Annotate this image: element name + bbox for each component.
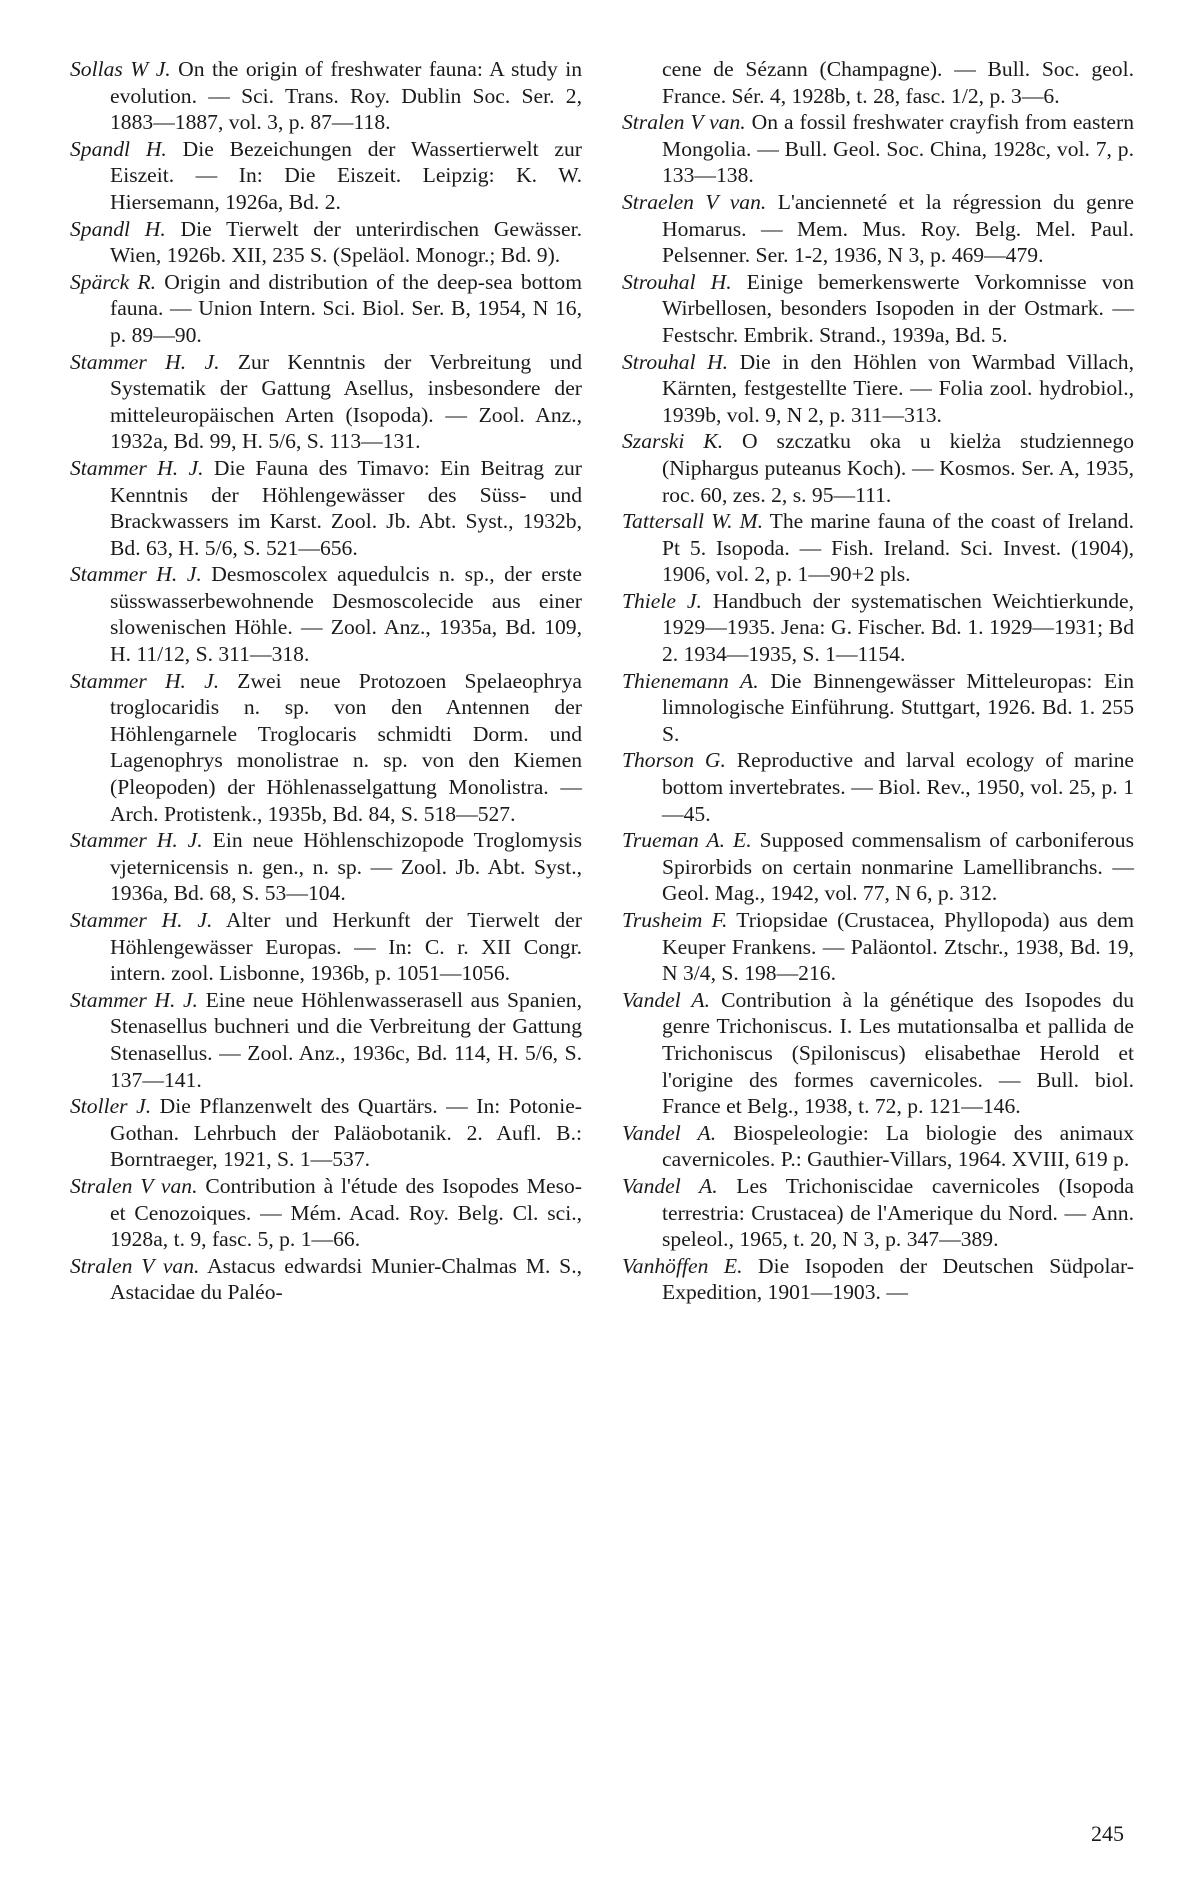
reference-entry [70,827,582,907]
reference-entry [70,1253,582,1306]
reference-entry [622,349,1134,429]
reference-author: Stammer H. J. [70,562,202,587]
reference-author: Spärck R. [70,269,157,294]
reference-text: Eine neue Höhlenwasserasell aus Spanien, Stenasellus buchneri und die Verbreitung der Gattung Stenasellus. — Zool. Anz., 1936c, Bd. 114, H. 5/6, S. 137—141. [110,987,582,1092]
reference-entry [622,827,1134,907]
reference-author: Stoller J. [70,1094,152,1119]
reference-entry [70,216,582,269]
reference-author: Thienemann A. [622,668,759,693]
reference-text: Desmoscolex aquedulcis n. sp., der erste süsswasserbewohnende Desmoscolecide aus einer slowenischen Höhle. — Zool. Anz., 1935a, Bd. 109, H. 11/12, S. 311—318. [110,562,583,667]
reference-text: Biospeleologie: La biologie des animaux cavernicoles. P.: Gauthier-Villars, 1964. XVIII, 619 p. [662,1120,1134,1172]
reference-text: Contribution à la génétique des Isopodes du genre Trichoniscus. I. Les mutationsalba et pallida de Trichoniscus (Spiloniscus) elisabethae Herold et l'origine des formes cavernicoles. — Bull. biol. France et Belg., 1938, t. 72, p. 121—146. [662,987,1134,1119]
reference-author: Vandel A. [622,987,711,1012]
reference-author: Stammer H. J. [70,828,203,853]
reference-author: Stralen V van. [70,1253,200,1278]
reference-author: Strouhal H. [622,269,732,294]
reference-author: Thorson G. [622,748,726,773]
reference-text: Die Binnengewässer Mitteleuropas: Ein limnologische Einführung. Stuttgart, 1926. Bd. 1. 255 S. [662,668,1134,746]
reference-entry [622,269,1134,349]
reference-text: Origin and distribution of the deep-sea bottom fauna. — Union Intern. Sci. Biol. Ser. B, 1954, N 16, p. 89—90. [110,269,583,347]
reference-entry [622,428,1134,508]
reference-entry [70,987,582,1093]
reference-author: Tattersall W. M. [622,509,763,534]
reference-entry [622,189,1134,269]
reference-text: Zwei neue Protozoen Spelaeophrya troglocaridis n. sp. von den Antennen der Höhlengarnele Troglocaris schmidti Dorm. und Lagenophrys monolistrae n. sp. von den Kiemen (Pleopoden) der Höhlenasselgattung Monolistra. — Arch. Protistenk., 1935b, Bd. 84, S. 518—527. [110,668,582,826]
reference-text: The marine fauna of the coast of Ireland. Pt 5. Isopoda. — Fish. Ireland. Sci. Invest. (1904), 1906, vol. 2, p. 1—90+2 pls. [662,509,1134,587]
reference-author: Sollas W J. [70,57,171,81]
reference-entry [622,907,1134,987]
reference-entry [622,588,1134,668]
reference-continuation [622,56,1134,109]
reference-entry [70,455,582,561]
reference-author: Stammer H. J. [70,349,220,374]
reference-entry [70,56,582,136]
reference-text: Zur Kenntnis der Verbreitung und Systematik der Gattung Asellus, insbesondere der mitteleuropäischen Arten (Isopoda). — Zool. Anz., 1932a, Bd. 99, H. 5/6, S. 113—131. [110,349,582,454]
reference-author: Strouhal H. [622,349,729,374]
left-column [70,56,582,1306]
reference-author: Vandel A. [622,1173,718,1198]
reference-entry [622,109,1134,189]
reference-entry [622,747,1134,827]
reference-author: Stammer H. J. [70,987,198,1012]
reference-author: Stammer H. J. [70,455,204,480]
reference-text: Die Bezeichungen der Wassertierwelt zur Eiszeit. — In: Die Eiszeit. Leipzig: K. W. Hiersemann, 1926a, Bd. 2. [110,136,582,214]
reference-entry [70,1173,582,1253]
page-number: 245 [1091,1821,1124,1846]
reference-text: Supposed commensalism of carboniferous Spirorbids on certain nonmarine Lamellibranchs. — Geol. Mag., 1942, vol. 77, N 6, p. 312. [662,828,1134,906]
right-column [622,56,1134,1306]
reference-entry [622,508,1134,588]
reference-author: Trueman A. E. [622,828,752,853]
reference-text: Die Isopoden der Deutschen Südpolar-Expedition, 1901—1903. — [662,1253,1134,1305]
reference-entry [622,1253,1134,1306]
reference-entry [622,1173,1134,1253]
reference-entry [70,349,582,455]
reference-author: Vanhöffen E. [622,1253,743,1278]
reference-entry [622,1120,1134,1173]
reference-text: On a fossil freshwater crayfish from eastern Mongolia. — Bull. Geol. Soc. China, 1928c, vol. 7, p. 133—138. [662,110,1134,188]
reference-author: Straelen V van. [622,189,767,214]
reference-text: cene de Sézann (Champagne). — Bull. Soc. geol. France. Sér. 4, 1928b, t. 28, fasc. 1/2, p. 3—6. [662,57,1134,108]
reference-text: Astacus edwardsi Munier-Chalmas M. S., Astacidae du Paléo- [110,1253,582,1305]
reference-author: Spandl H. [70,136,167,161]
reference-author: Thiele J. [622,588,702,613]
reference-author: Trusheim F. [622,908,728,932]
reference-entry [622,668,1134,748]
reference-author: Vandel A. [622,1120,717,1145]
reference-text: O szczatku oka u kielża studziennego (Niphargus puteanus Koch). — Kosmos. Ser. A, 1935, roc. 60, zes. 2, s. 95—111. [662,429,1134,507]
reference-text: Contribution à l'étude des Isopodes Meso- et Cenozoiques. — Mém. Acad. Roy. Belg. Cl. sci., 1928a, t. 9, fasc. 5, p. 1—66. [110,1173,582,1252]
reference-text: Die Tierwelt der unterirdischen Gewässer. Wien, 1926b. XII, 235 S. (Speläol. Monogr.; Bd. 9). [110,216,582,268]
reference-entry [70,561,582,667]
reference-text: Einige bemerkenswerte Vorkomnisse von Wirbellosen, besonders Isopoden in der Ostmark. — Festschr. Embrik. Strand., 1939a, Bd. 5. [662,269,1135,347]
reference-entry [70,668,582,828]
reference-entry [70,136,582,216]
reference-entry [70,1093,582,1173]
reference-author: Szarski K. [622,429,724,454]
reference-entry [70,269,582,349]
reference-text: Alter und Herkunft der Tierwelt der Höhlengewässer Europas. — In: C. r. XII Congr. intern. zool. Lisbonne, 1936b, p. 1051—1056. [110,908,582,986]
reference-entry [70,907,582,987]
reference-text: Die Fauna des Timavo: Ein Beitrag zur Kenntnis der Höhlengewässer des Süss- und Brackwassers im Karst. Zool. Jb. Abt. Syst., 1932b, Bd. 63, H. 5/6, S. 521—656. [110,455,582,560]
reference-text: Die in den Höhlen von Warmbad Villach, Kärnten, festgestellte Tiere. — Folia zool. hydrobiol., 1939b, vol. 9, N 2, p. 311—313. [662,349,1134,427]
reference-text: Die Pflanzenwelt des Quartärs. — In: Potonie-Gothan. Lehrbuch der Paläobotanik. 2. Aufl. B.: Borntraeger, 1921, S. 1—537. [110,1094,582,1172]
reference-text: Les Trichoniscidae cavernicoles (Isopoda terrestria: Crustacea) de l'Amerique du Nord. — Ann. speleol., 1965, t. 20, N 3, p. 347—389. [662,1173,1135,1252]
reference-author: Stammer H. J. [70,668,220,693]
reference-author: Stralen V van. [622,110,746,135]
reference-entry [622,987,1134,1120]
reference-author: Spandl H. [70,216,166,241]
reference-text: On the origin of freshwater fauna: A study in evolution. — Sci. Trans. Roy. Dublin Soc. Ser. 2, 1883—1887, vol. 3, p. 87—118. [110,57,583,135]
reference-author: Stammer H. J. [70,908,213,932]
reference-text: Handbuch der systematischen Weichtierkunde, 1929—1935. Jena: G. Fischer. Bd. 1. 1929—1931; Bd 2. 1934—1935, S. 1—1154. [662,588,1134,667]
reference-text: Ein neue Höhlenschizopode Troglomysis vjeternicensis n. gen., n. sp. — Zool. Jb. Abt. Syst., 1936a, Bd. 68, S. 53—104. [110,828,582,906]
reference-author: Stralen V van. [70,1173,198,1198]
reference-text: Reproductive and larval ecology of marine bottom invertebrates. — Biol. Rev., 1950, vol. 25, p. 1—45. [662,748,1134,826]
reference-text: L'ancienneté et la régression du genre Homarus. — Mem. Mus. Roy. Belg. Mel. Paul. Pelsenner. Ser. 1-2, 1936, N 3, p. 469—479. [662,189,1134,268]
reference-text: Triopsidae (Crustacea, Phyllopoda) aus dem Keuper Frankens. — Paläontol. Ztschr., 1938, Bd. 19, N 3/4, S. 198—216. [662,908,1134,986]
